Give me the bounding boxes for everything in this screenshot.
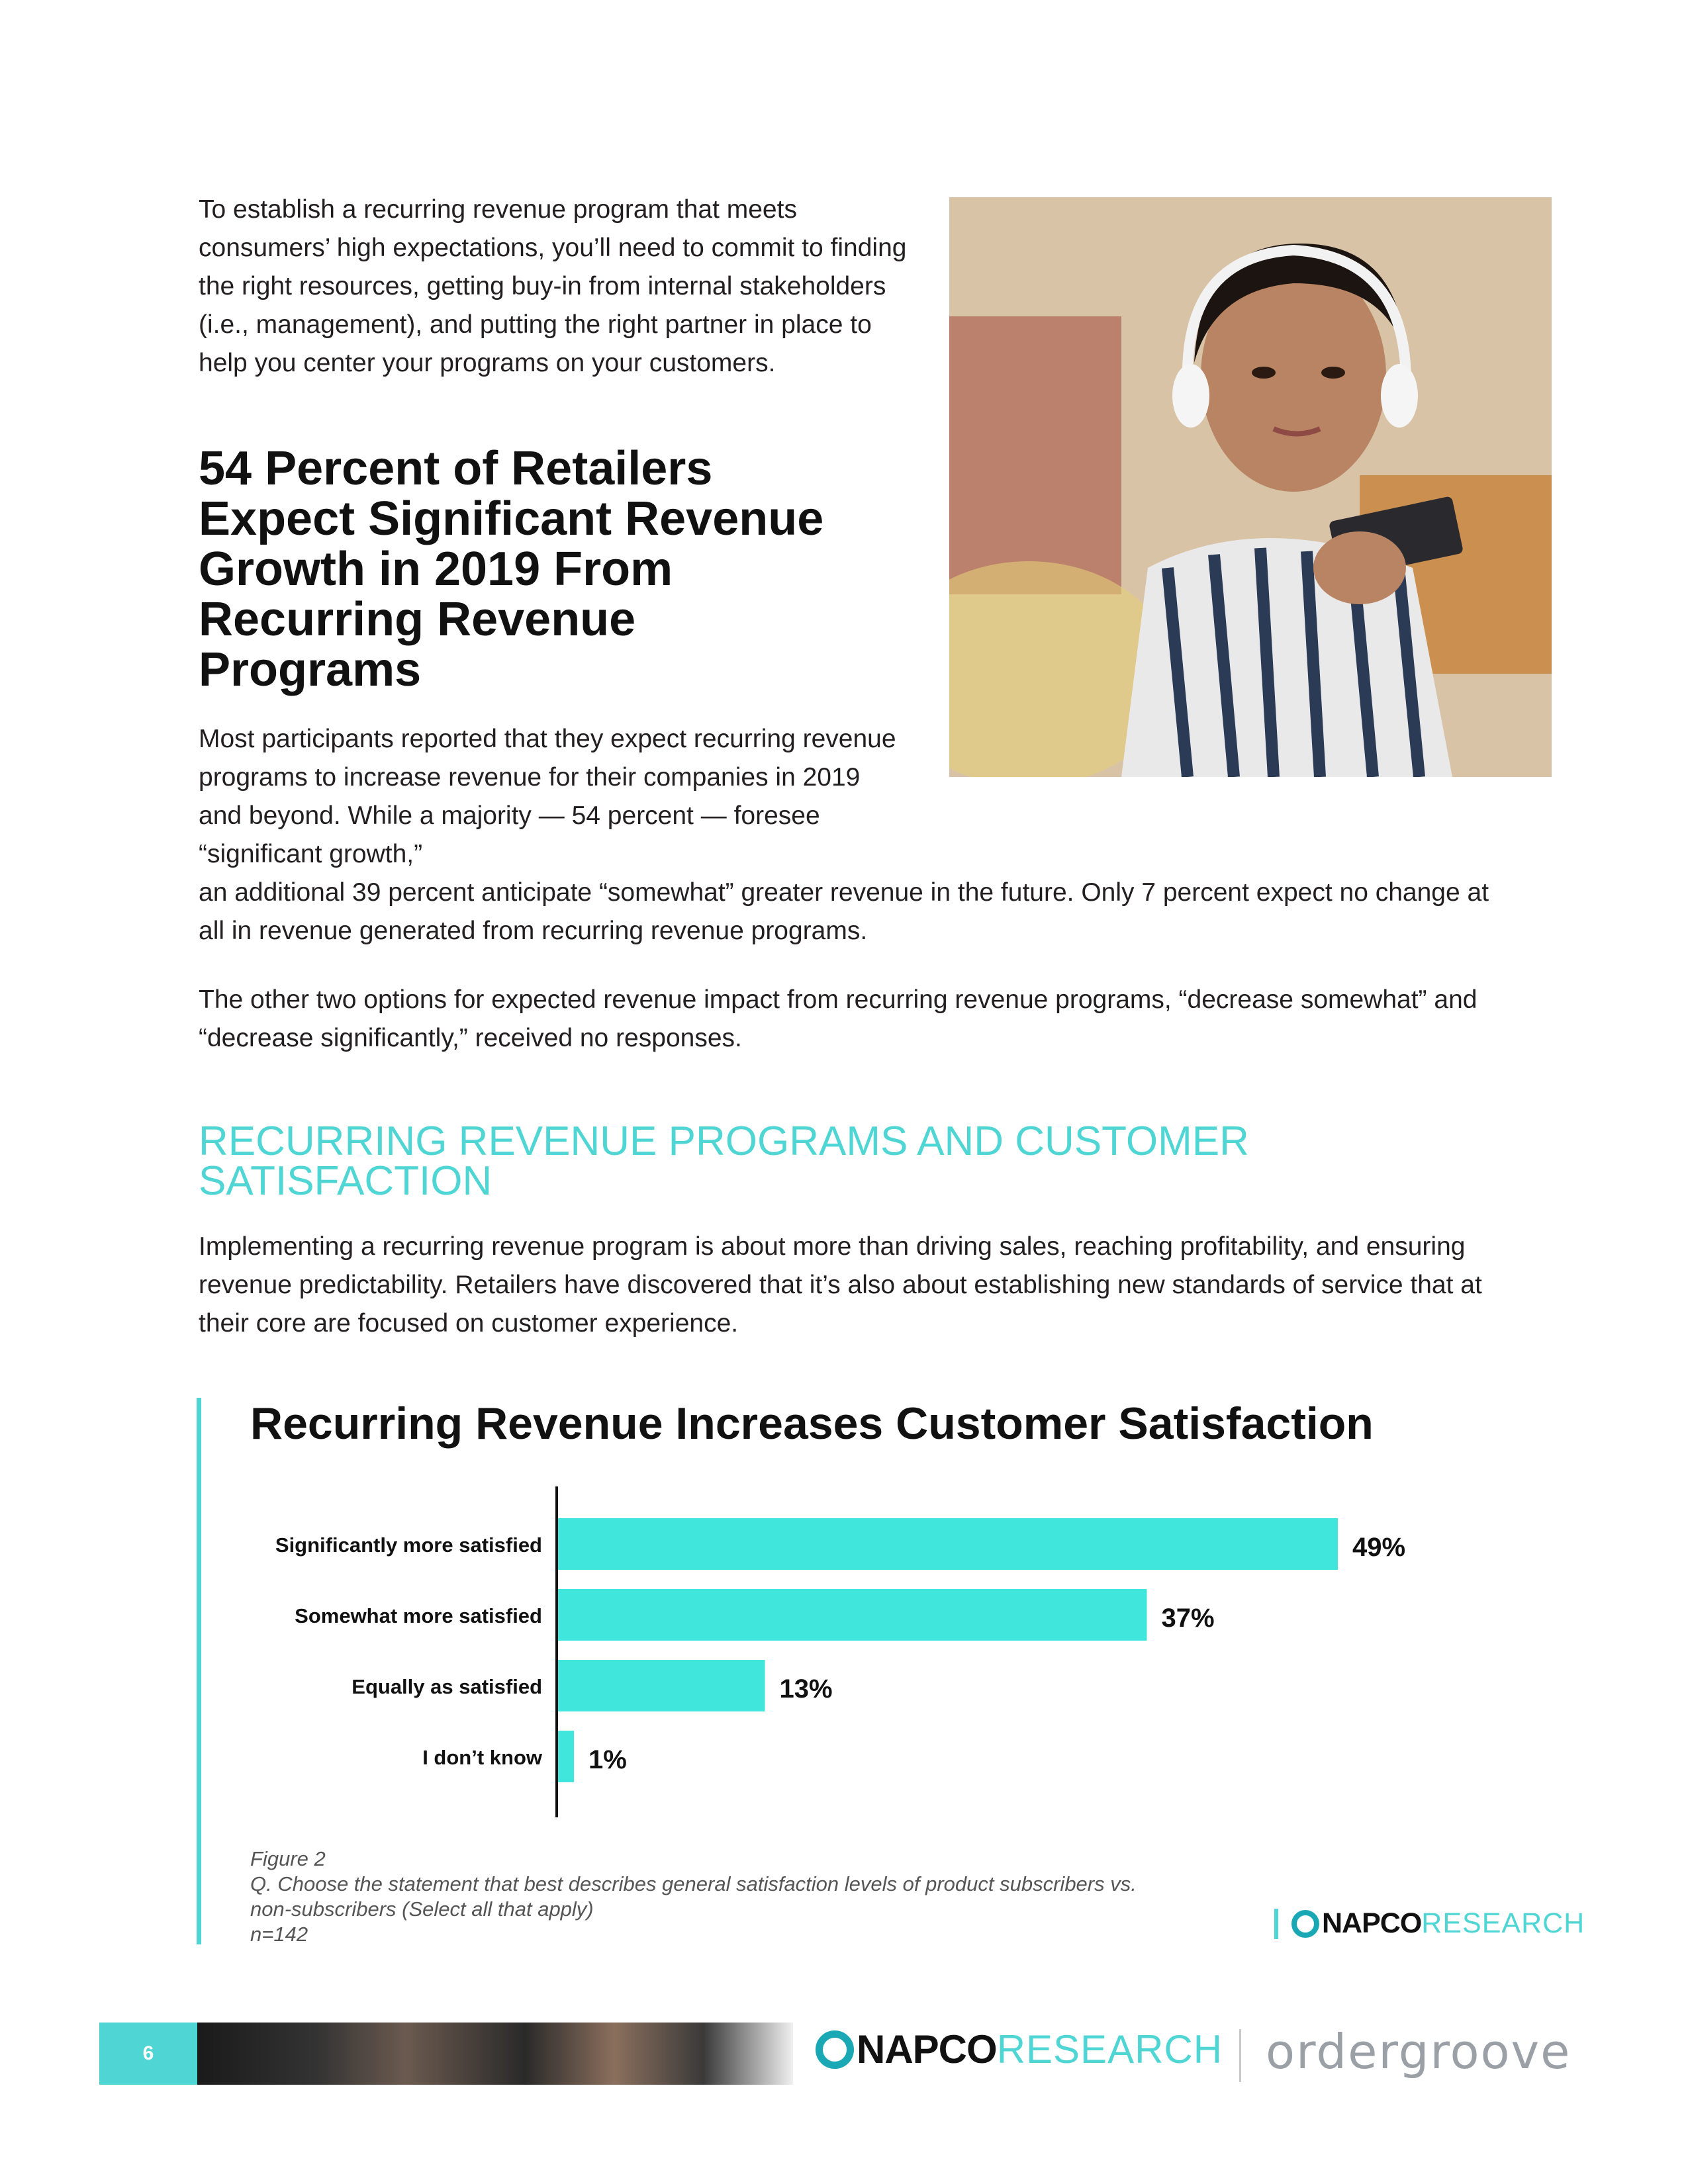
napco-research-logo-small — [1274, 1907, 1585, 1940]
paragraph-other-options: The other two options for expected revenue impact from recurring revenue programs, “decrease somewhat” and “decrease significantly,” received no responses. — [199, 985, 1477, 1052]
page-number: 6 — [99, 2023, 197, 2085]
research-wordmark: RESEARCH — [996, 2027, 1223, 2071]
chart-accent-bar — [197, 1398, 201, 1944]
footer-image-strip — [197, 2023, 793, 2085]
napco-research-logo-footer — [816, 2026, 1223, 2072]
intro-paragraph: To establish a recurring revenue program that meets consumers’ high expectations, you’ll need to commit to finding the right resources, getting buy-in from internal stakeholders (i.e., management), and putting the right partner in place to help you center your programs on your customers. — [199, 195, 907, 377]
figure-caption — [250, 1846, 1309, 1947]
napco-wordmark: NAPCO — [857, 2027, 997, 2071]
value-label-1: 37% — [1161, 1604, 1215, 1633]
satisfaction-bar-chart — [218, 1476, 1476, 1820]
napco-ring-icon — [816, 2030, 854, 2069]
woman-with-headphones-image — [949, 197, 1552, 777]
bar-0 — [558, 1518, 1338, 1570]
paragraph-revenue-expectations-continued: an additional 39 percent anticipate “somewhat” greater revenue in the future. Only 7 percent expect no change at all in revenue generated from recurring revenue programs. — [199, 878, 1489, 945]
category-label-0: Significantly more satisfied — [275, 1533, 542, 1557]
paragraph-revenue-expectations: Most participants reported that they expect recurring revenue programs to increase revenue for their companies in 2019 and beyond. While a majority — 54 percent — foresee “significant growth,” — [199, 725, 896, 868]
value-label-3: 1% — [588, 1745, 627, 1774]
ordergroove-logo: ordergroove — [1266, 2024, 1571, 2079]
figure-label: Figure 2 — [250, 1847, 326, 1870]
napco-ring-icon — [1291, 1910, 1319, 1938]
paragraph-customer-experience: Implementing a recurring revenue program is about more than driving sales, reaching profitability, and ensuring revenue predictability. Retailers have discovered that it’s also about establishing new standards of service that at their core are focused on customer experience. — [199, 1232, 1482, 1338]
hero-photo — [949, 197, 1552, 777]
value-label-0: 49% — [1352, 1533, 1406, 1562]
research-wordmark: RESEARCH — [1421, 1907, 1585, 1939]
figure-sample-size: n=142 — [250, 1923, 308, 1946]
logo-divider — [1274, 1909, 1278, 1939]
chart-title: Recurring Revenue Increases Customer Satisfaction — [250, 1398, 1374, 1449]
bar-3 — [558, 1731, 574, 1782]
category-label-3: I don’t know — [422, 1746, 542, 1769]
category-label-2: Equally as satisfied — [352, 1675, 542, 1698]
bar-1 — [558, 1589, 1147, 1641]
section-heading: 54 Percent of Retailers Expect Significant Revenue Growth in 2019 From Recurring Revenue Programs — [199, 442, 824, 696]
value-label-2: 13% — [779, 1674, 833, 1704]
footer-divider — [1239, 2029, 1241, 2082]
figure-question-line-1: Q. Choose the statement that best describes general satisfaction levels of product subscribers vs. — [250, 1872, 1137, 1895]
bar-2 — [558, 1660, 765, 1711]
napco-wordmark: NAPCO — [1322, 1907, 1422, 1939]
section-title: RECURRING REVENUE PROGRAMS AND CUSTOMER SATISFACTION — [199, 1118, 1249, 1204]
category-label-1: Somewhat more satisfied — [295, 1604, 542, 1627]
figure-question-line-2: non-subscribers (Select all that apply) — [250, 1897, 594, 1921]
